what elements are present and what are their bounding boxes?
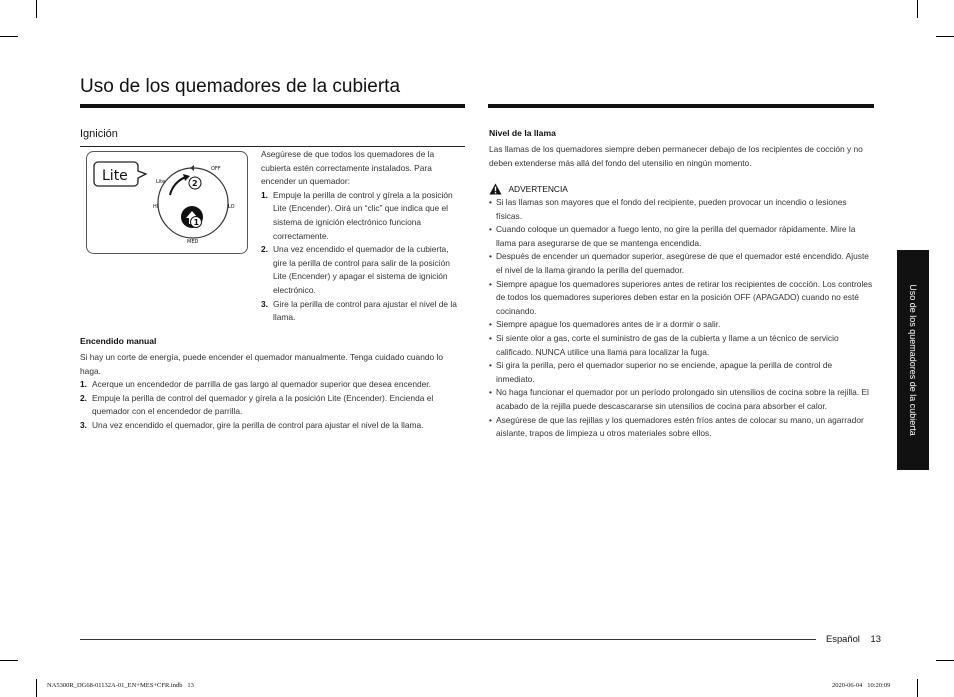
ignition-body xyxy=(261,148,464,325)
page-title: Uso de los quemadores de la cubierta xyxy=(80,76,401,97)
manual-step: 3. Una vez encendido el quemador, gire la perilla de control para ajustar el nivel de la llama. xyxy=(80,419,424,430)
flame-heading: Nivel de la llama xyxy=(489,128,556,138)
manual-heading: Encendido manual xyxy=(80,336,157,346)
title-rule-right xyxy=(488,104,874,108)
manual-step: 2. Empuje la perilla de control del quemador y gírela a la posición Lite (Encender). Encienda el quemador con el encendedor de parrilla. xyxy=(80,392,434,417)
label-med: MED xyxy=(187,239,199,245)
crop-mark-tl-h xyxy=(0,36,18,37)
flame-bullet: • Si las llamas son mayores que el fondo del recipiente, pueden provocar un incendio o lesiones físicas. xyxy=(489,196,873,223)
warning-icon xyxy=(489,183,502,195)
file-timestamp: 2020-06-04 10:20:09 xyxy=(832,682,891,689)
page-number: 13 xyxy=(870,633,881,644)
section-side-tab-label: Uso de los quemadores de la cubierta xyxy=(908,284,918,436)
manual-steps xyxy=(80,378,463,432)
label-lo: LO xyxy=(228,204,235,210)
crop-mark-tl-v xyxy=(36,0,37,18)
step-2-marker-text: 2 xyxy=(192,179,198,188)
ignition-heading: Ignición xyxy=(80,128,118,140)
file-name: NA5300R_DG68-01132A-01_EN+MES+CFR.indb 13 xyxy=(47,682,194,689)
flame-bullets xyxy=(489,196,873,441)
flame-bullet: • Después de encender un quemador superior, asegúrese de que el quemador esté encendido. Ajuste el nivel de la llama girando la perilla del quemador. xyxy=(489,250,873,277)
flame-intro: Las llamas de los quemadores siempre deben permanecer debajo de los recipientes de cocción y no deben extenderse más allá del fondo del utensilio en ningún momento. xyxy=(489,144,863,168)
ignition-step: 3. Gire la perilla de control para ajustar el nivel de la llama. xyxy=(261,298,457,323)
warning-header xyxy=(489,180,568,192)
footer-rule xyxy=(80,639,816,640)
ignition-rule xyxy=(80,146,465,147)
page-number-block xyxy=(826,633,881,644)
ignition-steps xyxy=(261,189,464,325)
knob-diagram-svg xyxy=(86,151,248,254)
crop-mark-tr-h xyxy=(936,36,954,37)
flame-bullet: • Asegúrese de que las rejillas y los quemadores estén fríos antes de colocar su mano, un agarrador aislante, trapos de limpieza u otros materiales sobre ellos. xyxy=(489,414,873,441)
flame-bullet: • Siempre apague los quemadores antes de ir a dormir o salir. xyxy=(489,318,873,332)
label-hi: HI xyxy=(153,204,159,210)
manual-body xyxy=(80,351,463,433)
flame-bullet: • Siempre apague los quemadores superiores antes de retirar los recipientes de cocción. Los controles de todos los quemadores superiores deben estar en la posición OFF (APAGADO) cuando no esté cocinando. xyxy=(489,278,873,319)
title-rule-left xyxy=(80,104,465,108)
manual-step: 1. Acerque un encendedor de parrilla de gas largo al quemador superior que desea encender. xyxy=(80,379,431,390)
section-side-tab xyxy=(897,250,929,470)
ignition-step: 2. Una vez encendido el quemador de la cubierta, gire la perilla de control para salir de la posición Lite (Encender) y apagar el sistema de ignición electrónico. xyxy=(261,244,450,295)
footer-language: Español xyxy=(826,633,860,644)
flame-bullet: • No haga funcionar el quemador por un período prolongado sin utensilios de cocina sobre la rejilla. El acabado de la rejilla puede descascararse sin utensilios de cocina para absorber el calor. xyxy=(489,386,873,413)
flame-bullet: • Si siente olor a gas, corte el suministro de gas de la cubierta y llame a un técnico de servicio calificado. NUNCA utilice una llama para localizar la fuga. xyxy=(489,332,873,359)
crop-mark-br-h xyxy=(936,660,954,661)
flame-bullet: • Cuando coloque un quemador a fuego lento, no gire la perilla del quemador rápidamente. Mire la llama para asegurarse de que se mantenga encendida. xyxy=(489,223,873,250)
crop-mark-bl-v xyxy=(36,679,37,697)
crop-mark-br-v xyxy=(917,679,918,697)
warning-label: ADVERTENCIA xyxy=(508,183,568,194)
label-off: OFF xyxy=(211,166,221,172)
step-1-marker-text: 1 xyxy=(193,218,200,227)
ignition-intro: Asegúrese de que todos los quemadores de la cubierta estén correctamente instalados. Para encender un quemador: xyxy=(261,149,435,187)
knob-diagram xyxy=(86,151,248,254)
crop-mark-bl-h xyxy=(0,660,18,661)
manual-intro: Si hay un corte de energía, puede encender el quemador manualmente. Tenga cuidado cuando lo haga. xyxy=(80,352,444,376)
flame-bullet: • Si gira la perilla, pero el quemador superior no se enciende, apague la perilla de control de inmediato. xyxy=(489,359,873,386)
crop-mark-tr-v xyxy=(917,0,918,18)
label-lite: Lite xyxy=(156,179,166,185)
ignition-step: 1. Empuje la perilla de control y gírela a la posición Lite (Encender). Oirá un “clic” que indica que el sistema de ignición electrónico funciona correctamente. xyxy=(261,189,453,241)
lite-callout-text: Lite xyxy=(102,168,128,184)
